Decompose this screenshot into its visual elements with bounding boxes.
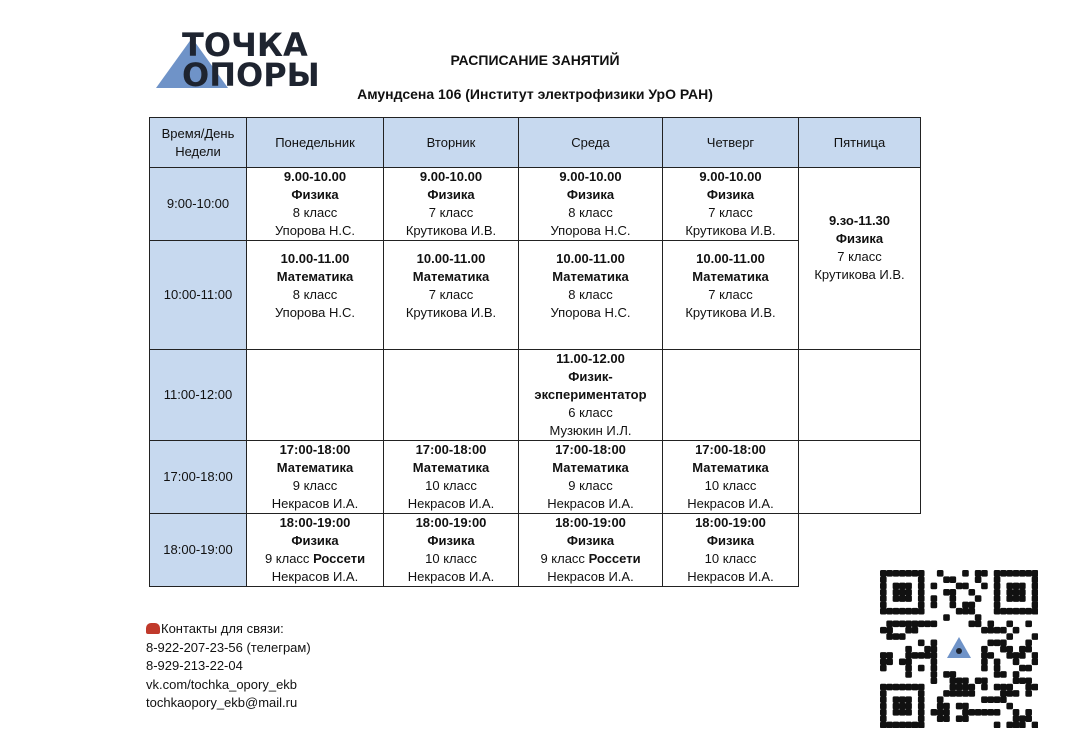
lesson-cell (247, 241, 384, 350)
lesson-time: 17:00-18:00 (555, 442, 626, 457)
lesson-grade: 8 класс (292, 287, 338, 302)
row-time: 11:00-12:00 (150, 350, 247, 441)
header-day-wednesday: Среда (519, 118, 663, 168)
lesson-grade-line (247, 550, 383, 568)
lesson-grade: 7 класс (708, 287, 753, 302)
lesson-grade: 9 класс (264, 551, 310, 566)
lesson-cell (247, 168, 384, 241)
lesson-grade-line (799, 248, 920, 266)
lesson-grade: 9 класс (540, 551, 585, 566)
lesson-subject: Математика (412, 269, 490, 284)
lesson-cell-empty (799, 441, 921, 514)
lesson-teacher: Упорова Н.С. (274, 305, 355, 320)
contacts-heading: Контакты для связи: (161, 621, 284, 636)
lesson-teacher: Крутикова И.В. (814, 266, 905, 282)
lesson-teacher: Крутикова И.В. (685, 305, 776, 320)
contacts-heading-line (146, 620, 311, 639)
contact-phone-1[interactable]: 8-922-207-23-56 (телеграм) (146, 639, 311, 655)
lesson-time: 11.00-12.00 (556, 351, 625, 366)
header-day-tuesday: Вторник (384, 118, 519, 168)
page-subtitle: Амундсена 106 (Институт электрофизики УрО РАН) (357, 86, 713, 102)
lesson-grade: 7 класс (428, 287, 474, 302)
lesson-cell (384, 168, 519, 241)
logo-line-2: ОПОРЫ (182, 56, 320, 94)
contact-email-link[interactable]: tochkaopory_ekb@mail.ru (146, 695, 298, 710)
lesson-time: 17:00-18:00 (415, 442, 487, 457)
lesson-subject: Физика (291, 187, 339, 202)
lesson-subject: Математика (552, 460, 629, 475)
lesson-teacher: Крутикова И.В. (685, 223, 776, 238)
table-row (150, 514, 921, 587)
header-day-monday: Понедельник (247, 118, 384, 168)
lesson-grade-line (663, 286, 798, 304)
lesson-grade-line (663, 204, 798, 222)
lesson-teacher: Крутикова И.В. (405, 305, 497, 320)
lesson-subject: Физика (706, 533, 755, 548)
logo-line-1: ТОЧКА (182, 26, 308, 64)
lesson-subject: Математика (692, 269, 769, 284)
lesson-subject: Физик-экспериментатор (534, 369, 647, 402)
lesson-cell (519, 350, 663, 441)
lesson-cell (247, 441, 384, 514)
lesson-grade-line (519, 550, 662, 568)
lesson-time: 10.00-11.00 (416, 251, 486, 266)
lesson-grade-line (384, 550, 518, 568)
lesson-cell (519, 241, 663, 350)
lesson-teacher: Упорова Н.С. (274, 223, 355, 238)
lesson-teacher: Упорова Н.С. (550, 223, 631, 238)
lesson-time: 9.зо-11.30 (828, 212, 891, 228)
lesson-grade-line (519, 204, 662, 222)
lesson-cell-empty (384, 350, 519, 441)
lesson-teacher: Некрасов И.А. (687, 569, 774, 584)
lesson-time: 10.00-11.00 (556, 251, 625, 266)
lesson-grade: 9 класс (292, 478, 338, 493)
page-title: РАСПИСАНИЕ ЗАНЯТИЙ (450, 52, 620, 68)
lesson-subject: Математика (692, 460, 769, 475)
lesson-teacher: Некрасов И.А. (407, 569, 495, 584)
lesson-subject: Физика (835, 230, 884, 246)
lesson-cell (663, 168, 799, 241)
lesson-teacher: Некрасов И.А. (271, 496, 359, 511)
lesson-cell-empty (247, 350, 384, 441)
lesson-subject: Физика (566, 187, 615, 202)
lesson-time: 18:00-19:00 (555, 515, 626, 530)
lesson-teacher: Крутикова И.В. (405, 223, 497, 238)
contact-phone-2[interactable]: 8-929-213-22-04 (146, 658, 243, 673)
lesson-time: 9.00-10.00 (699, 169, 762, 184)
lesson-subject: Физика (427, 187, 475, 202)
lesson-grade: 8 класс (568, 287, 613, 302)
lesson-subject: Математика (276, 269, 354, 284)
lesson-cell (247, 514, 384, 587)
lesson-grade-line (663, 477, 798, 495)
row-time: 18:00-19:00 (150, 514, 247, 587)
lesson-cell-friday-merged (799, 168, 921, 350)
lesson-grade: 8 класс (292, 205, 338, 220)
lesson-extra: Россети (588, 551, 641, 566)
telephone-icon (146, 623, 160, 634)
qr-code-icon[interactable] (880, 570, 1038, 728)
table-row (150, 350, 921, 441)
lesson-teacher: Музюкин И.Л. (549, 423, 632, 438)
header-day-friday: Пятница (799, 118, 921, 168)
lesson-grade-line (384, 477, 518, 495)
lesson-time: 18:00-19:00 (695, 515, 766, 530)
lesson-time: 10.00-11.00 (696, 251, 765, 266)
lesson-subject: Математика (276, 460, 354, 475)
lesson-cell (663, 241, 799, 350)
lesson-cell-empty (799, 350, 921, 441)
lesson-grade: 9 класс (568, 478, 613, 493)
lesson-cell (519, 168, 663, 241)
header-day-thursday: Четверг (663, 118, 799, 168)
lesson-grade: 7 класс (708, 205, 753, 220)
lesson-grade-line (384, 286, 518, 304)
lesson-cell (519, 441, 663, 514)
lesson-teacher: Некрасов И.А. (547, 569, 634, 584)
lesson-grade: 6 класс (568, 405, 613, 420)
lesson-cell (663, 441, 799, 514)
lesson-cell-empty (663, 350, 799, 441)
lesson-subject: Физика (706, 187, 755, 202)
lesson-extra: Россети (313, 551, 366, 566)
lesson-grade: 10 класс (425, 478, 477, 493)
lesson-teacher: Некрасов И.А. (271, 569, 359, 584)
lesson-teacher: Некрасов И.А. (407, 496, 495, 511)
row-time: 17:00-18:00 (150, 441, 247, 514)
lesson-subject: Математика (412, 460, 490, 475)
lesson-teacher: Некрасов И.А. (547, 496, 634, 511)
lesson-grade: 8 класс (568, 205, 613, 220)
lesson-cell (384, 441, 519, 514)
lesson-time: 10.00-11.00 (280, 251, 350, 266)
header-row (150, 118, 921, 168)
lesson-grade-line (519, 477, 662, 495)
lesson-grade: 10 класс (425, 551, 477, 566)
lesson-subject: Физика (427, 533, 475, 548)
lesson-grade-line (247, 204, 383, 222)
row-time: 10:00-11:00 (150, 241, 247, 350)
lesson-grade-line (384, 204, 518, 222)
lesson-subject: Физика (566, 533, 615, 548)
lesson-grade-line (519, 286, 662, 304)
lesson-subject: Математика (552, 269, 629, 284)
contacts-block (146, 620, 311, 713)
lesson-cell (384, 514, 519, 587)
lesson-time: 9.00-10.00 (419, 169, 483, 184)
lesson-teacher: Некрасов И.А. (687, 496, 774, 511)
table-row (150, 441, 921, 514)
lesson-grade-line (247, 286, 383, 304)
lesson-time: 18:00-19:00 (279, 515, 351, 530)
lesson-grade: 7 класс (428, 205, 474, 220)
header-corner: Время/День Недели (150, 118, 247, 168)
lesson-grade-line (519, 404, 662, 422)
lesson-grade: 10 класс (704, 478, 757, 493)
row-time: 9:00-10:00 (150, 168, 247, 241)
lesson-subject: Физика (291, 533, 339, 548)
lesson-time: 17:00-18:00 (695, 442, 766, 457)
lesson-cell (519, 514, 663, 587)
table-row (150, 168, 921, 241)
lesson-grade: 10 класс (704, 551, 757, 566)
lesson-grade-line (663, 550, 798, 568)
lesson-time: 9.00-10.00 (559, 169, 622, 184)
lesson-time: 9.00-10.00 (283, 169, 347, 184)
lesson-grade: 7 класс (837, 248, 882, 264)
contact-vk-link[interactable]: vk.com/tochka_opory_ekb (146, 676, 298, 692)
lesson-cell (663, 514, 799, 587)
lesson-grade-line (247, 477, 383, 495)
lesson-time: 17:00-18:00 (279, 442, 351, 457)
lesson-time: 18:00-19:00 (415, 515, 487, 530)
lesson-cell (384, 241, 519, 350)
schedule-table (149, 117, 921, 587)
lesson-teacher: Упорова Н.С. (550, 305, 631, 320)
